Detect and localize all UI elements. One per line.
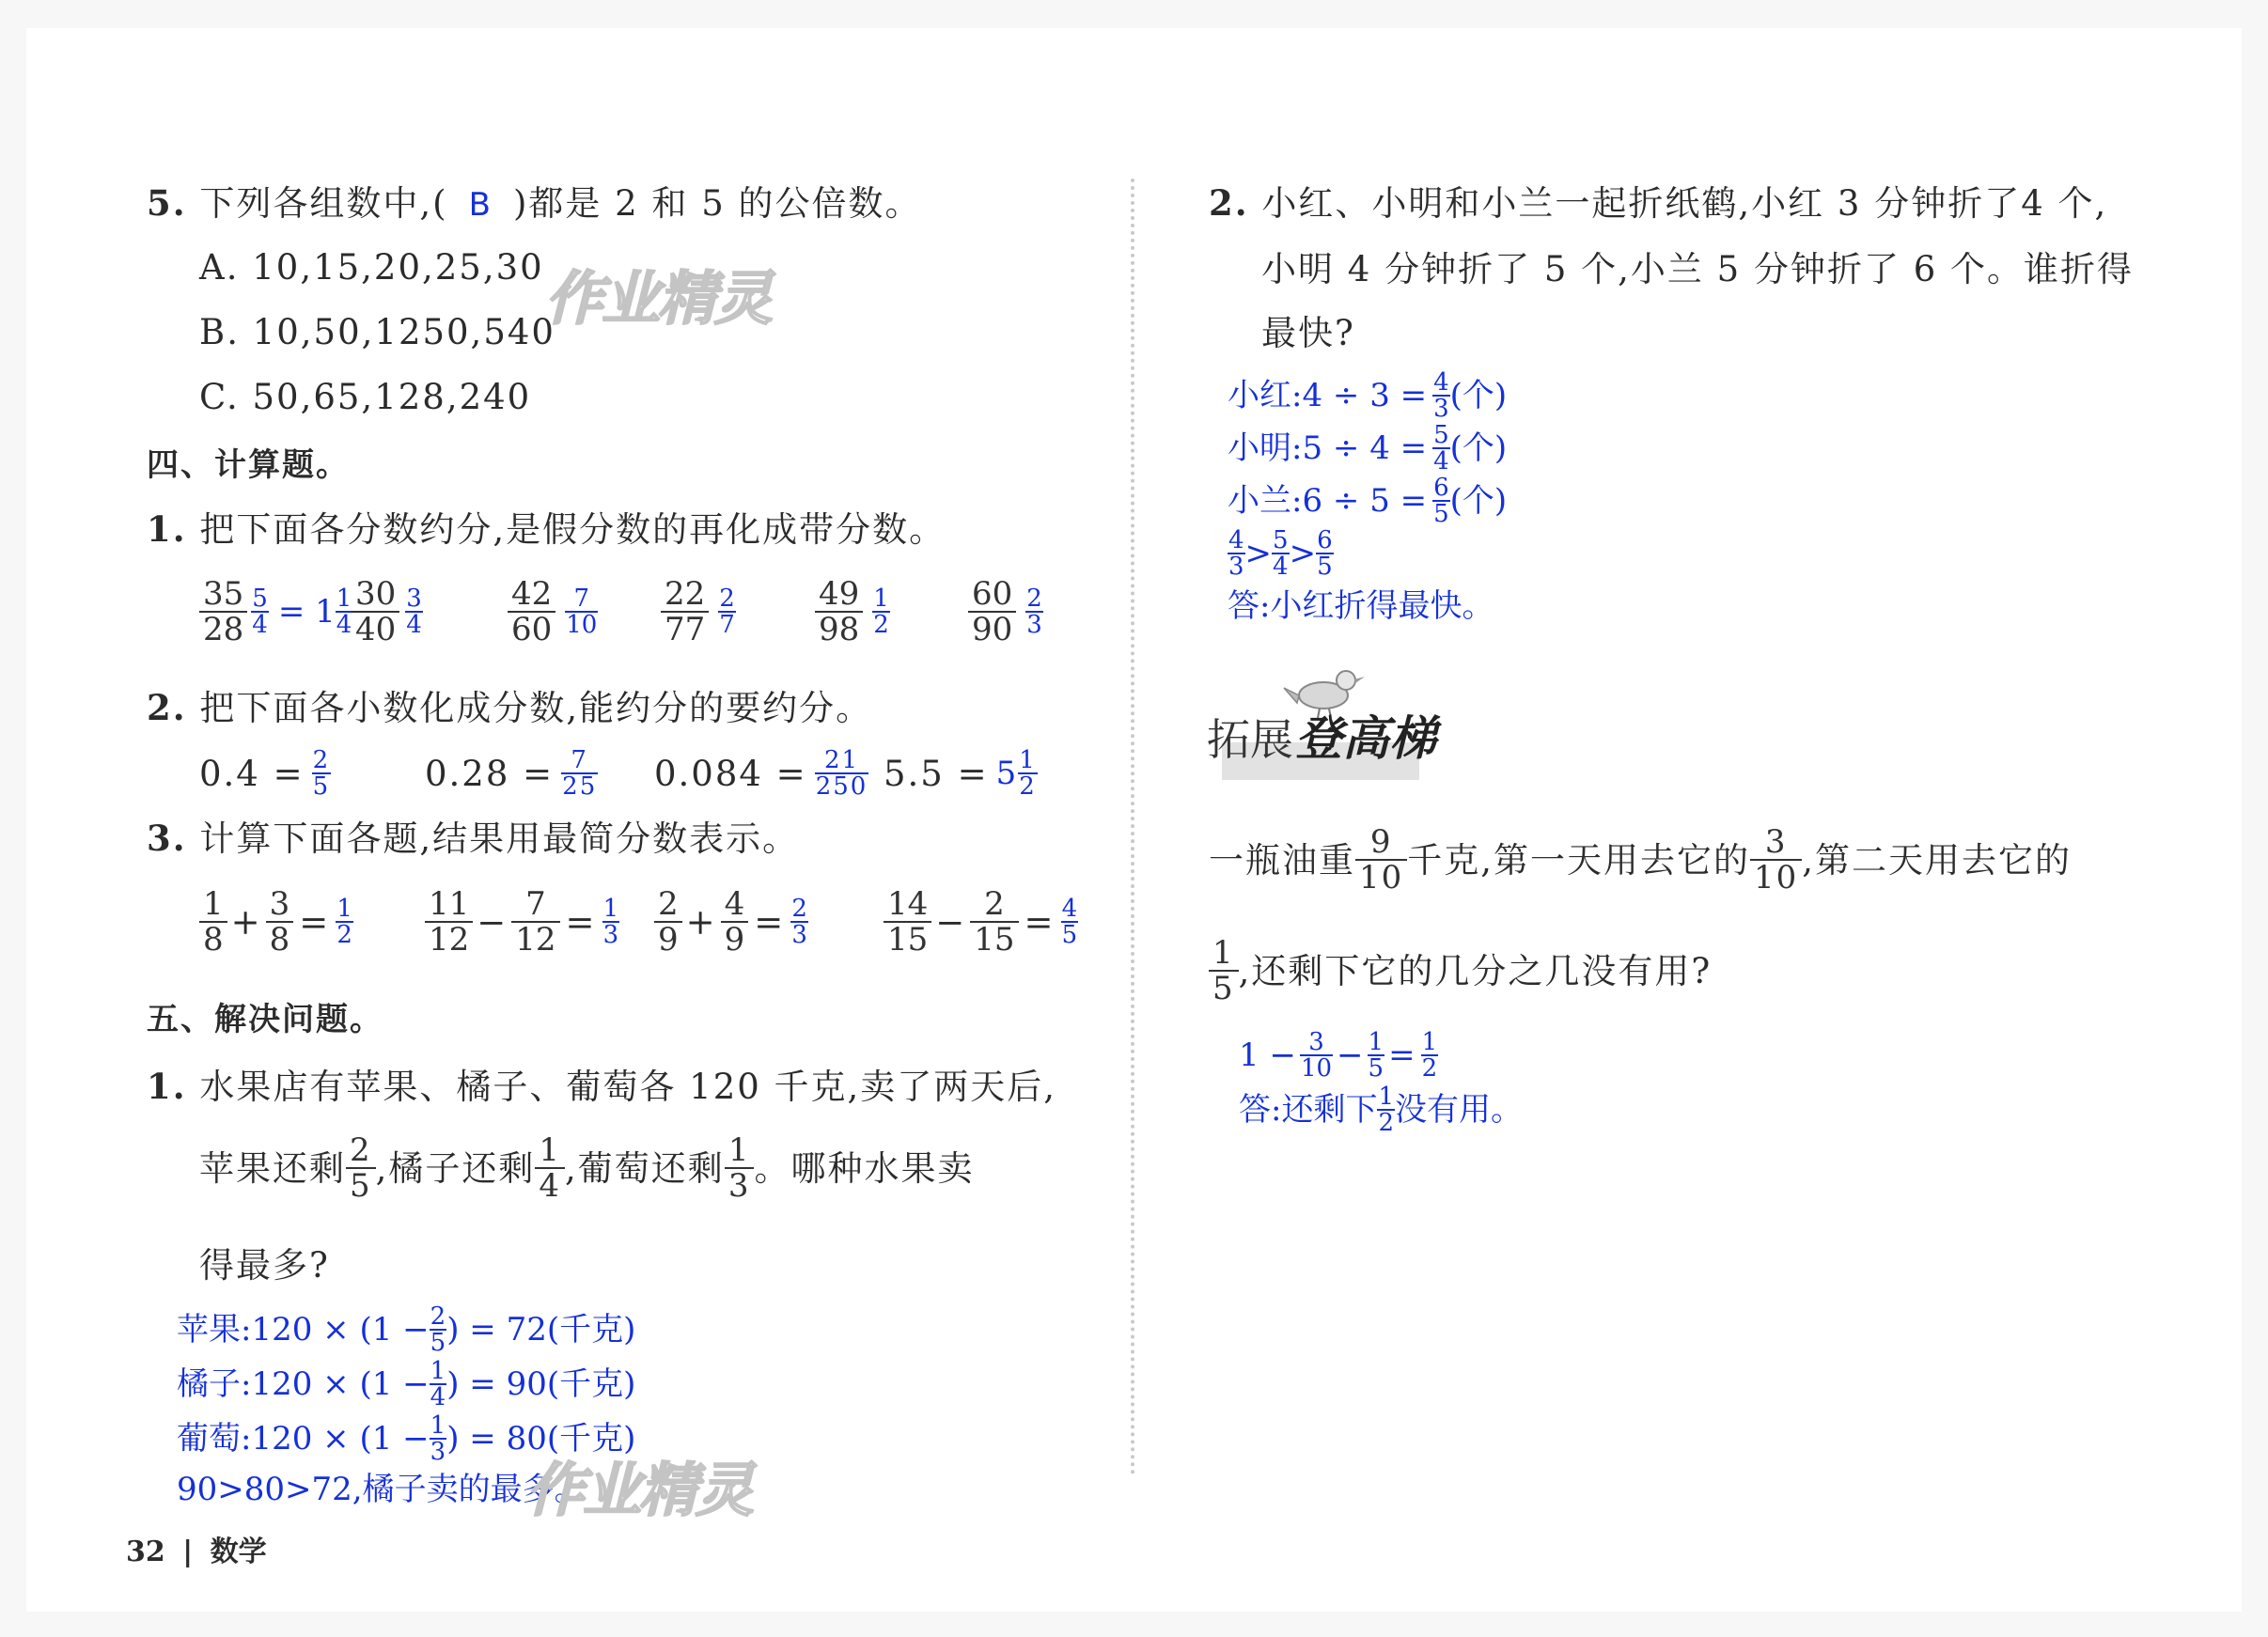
numerator: 3	[1764, 823, 1788, 861]
numerator: 49	[819, 575, 860, 613]
answer-line	[177, 1304, 635, 1355]
answer-text: 小明:5 ÷ 4 =	[1228, 429, 1428, 467]
answer-line	[1228, 476, 1507, 526]
numerator: 1	[727, 1131, 751, 1169]
answer-numerator: 1	[873, 585, 889, 613]
answer-denominator: 10	[1300, 1054, 1333, 1083]
equals-sign: =	[1388, 1037, 1416, 1074]
answer-comparison	[1228, 528, 1334, 579]
answer-text: 苹果:120 × (1 −	[177, 1311, 430, 1349]
answer-numerator: 5	[252, 585, 268, 613]
answer-numerator: 1	[1421, 1028, 1438, 1056]
answer-denominator: 2	[1019, 772, 1037, 801]
question-text: 千克,第一天用去它的	[1407, 839, 1751, 881]
answer-text: 小兰:6 ÷ 5 =	[1228, 482, 1428, 520]
question-text: 水果店有苹果、橘子、葡萄各 120 千克,卖了两天后,	[199, 1067, 1057, 1107]
answer-denominator: 3	[1228, 553, 1244, 581]
answer-denominator: 25	[562, 772, 598, 801]
footer-separator: |	[182, 1536, 194, 1568]
section-title: 四、计算题。	[147, 446, 350, 484]
numerator: 2	[350, 1131, 372, 1169]
denominator: 5	[1209, 970, 1239, 1006]
question-5	[147, 182, 922, 224]
question-text: )都是 2 和 5 的公倍数。	[512, 183, 922, 224]
numerator: 1	[539, 1131, 562, 1169]
answer-numerator: 3	[1308, 1028, 1324, 1056]
answer-denominator: 3	[602, 921, 619, 949]
answer-denominator: 3	[1433, 395, 1449, 423]
numerator: 1	[1212, 934, 1235, 972]
denominator: 15	[970, 921, 1018, 957]
question-text: 得最多?	[199, 1245, 330, 1286]
answer-conclusion	[1239, 1084, 1523, 1135]
answer-numerator: 4	[1228, 526, 1244, 554]
answer-numerator: 1	[430, 1357, 446, 1385]
extension-question	[1209, 825, 2072, 895]
answer-text: 小红:4 ÷ 3 =	[1228, 377, 1428, 414]
fraction-item	[199, 577, 352, 647]
answer-text: ) = 72(千克)	[446, 1311, 636, 1349]
answer-numerator: 7	[573, 585, 590, 613]
answer-text: 没有用。	[1395, 1091, 1524, 1129]
answer-text: ) = 90(千克)	[446, 1365, 636, 1403]
operator: >	[1244, 535, 1273, 572]
answer-denominator: 5	[312, 772, 331, 801]
numerator: 7	[525, 885, 546, 923]
answer-denominator: 4	[1273, 553, 1289, 581]
equals-sign: =	[1024, 901, 1056, 943]
fraction-item	[815, 577, 890, 647]
answer-denominator: 250	[815, 772, 868, 801]
fraction-item	[352, 577, 423, 647]
answer-numerator: 2	[719, 585, 735, 613]
expression-item	[425, 887, 619, 957]
answer-denominator: 5	[1317, 553, 1333, 581]
numerator: 22	[665, 575, 706, 613]
equals-sign: =	[565, 901, 597, 943]
denominator: 98	[815, 611, 863, 647]
decimal-prompt: 5.5 =	[884, 753, 989, 794]
answer-denominator: 5	[1433, 500, 1449, 528]
question-text: 苹果还剩	[199, 1147, 346, 1189]
question-2	[1209, 182, 2108, 224]
decimal-item	[425, 748, 598, 799]
numerator: 4	[724, 885, 745, 923]
numerator: 2	[658, 885, 679, 923]
answer-numerator: 5	[1273, 526, 1289, 554]
answer-text: (个)	[1449, 429, 1508, 467]
denominator: 28	[199, 611, 247, 647]
handwritten-answer: B	[468, 186, 493, 224]
denominator: 4	[535, 1167, 565, 1203]
banner-label-emphasis: 登高梯	[1295, 711, 1436, 766]
denominator: 9	[654, 921, 682, 957]
question-text: 小红、小明和小兰一起折纸鹤,小红 3 分钟折了4 个,	[1261, 183, 2108, 224]
question-number: 3.	[147, 818, 187, 859]
answer-denominator: 3	[791, 921, 807, 949]
answer-text: 1 −	[1239, 1037, 1296, 1074]
question-number: 2.	[147, 687, 187, 728]
answer-numerator: 4	[1433, 368, 1449, 397]
question-text: 下列各组数中,(	[199, 183, 448, 224]
section-banner	[1207, 701, 1436, 769]
answer-denominator: 7	[719, 611, 735, 639]
question-4-1	[147, 508, 946, 550]
answer-denominator: 3	[1026, 611, 1042, 639]
option-b: B. 10,50,1250,540	[199, 312, 555, 352]
denominator: 12	[511, 921, 559, 957]
extension-question	[1209, 936, 1712, 1006]
answer-text: ) = 80(千克)	[446, 1420, 636, 1458]
fraction-item	[968, 577, 1043, 647]
question-text: 一瓶油重	[1209, 839, 1355, 881]
answer-line	[177, 1359, 635, 1410]
section-title: 五、解决问题。	[147, 1001, 383, 1038]
numerator: 35	[203, 575, 244, 613]
denominator: 60	[508, 611, 555, 647]
answer-calculation	[1239, 1030, 1438, 1081]
answer-denominator: 4	[1433, 447, 1449, 476]
answer-denominator: 2	[1378, 1109, 1395, 1137]
operator: +	[230, 901, 262, 943]
numerator: 11	[429, 885, 470, 923]
numerator: 42	[511, 575, 553, 613]
answer-line	[1228, 370, 1507, 421]
numerator: 3	[269, 885, 290, 923]
denominator: 40	[352, 611, 399, 647]
answer-numerator: 1	[602, 895, 619, 923]
numerator: 60	[972, 575, 1013, 613]
answer-denominator: 4	[430, 1383, 446, 1411]
answer-conclusion: 90>80>72,橘子卖的最多。	[177, 1471, 587, 1508]
answer-numerator: 7	[571, 746, 588, 774]
answer-denominator: 4	[252, 611, 268, 639]
answer-numerator: 1	[430, 1411, 446, 1440]
answer-text: 葡萄:120 × (1 −	[177, 1420, 430, 1458]
denominator: 77	[661, 611, 709, 647]
denominator: 10	[1750, 859, 1802, 895]
denominator: 12	[425, 921, 473, 957]
denominator: 9	[721, 921, 749, 957]
question-4-3	[147, 818, 800, 859]
answer-numerator: 3	[406, 585, 422, 613]
answer-denominator: 2	[1421, 1054, 1438, 1083]
numerator: 2	[984, 885, 1005, 923]
decimal-item	[199, 748, 331, 799]
banner-label: 拓展	[1207, 714, 1293, 765]
question-text: 。哪种水果卖	[754, 1147, 975, 1189]
answer-denominator: 2	[336, 921, 352, 949]
answer-numerator: 2	[791, 895, 807, 923]
page-footer	[126, 1528, 267, 1569]
expression-item	[654, 887, 808, 957]
operator: −	[1337, 1037, 1364, 1074]
answer-numerator: 2	[1026, 585, 1042, 613]
question-number: 1.	[147, 1066, 187, 1107]
question-number: 2.	[1209, 182, 1249, 224]
answer-text: 橘子:120 × (1 −	[177, 1365, 430, 1403]
question-number: 5.	[147, 182, 187, 224]
denominator: 8	[266, 921, 294, 957]
answer-numerator: 5	[1433, 421, 1449, 449]
question-4-2	[147, 687, 873, 728]
answer-numerator: 6	[1433, 474, 1449, 502]
page-number: 32	[126, 1536, 165, 1568]
handwritten-answer: = 1	[277, 593, 336, 631]
answer-denominator: 2	[873, 611, 889, 639]
denominator: 90	[968, 611, 1016, 647]
answer-numerator: 2	[312, 746, 331, 774]
expression-item	[199, 887, 353, 957]
denominator: 10	[1355, 859, 1407, 895]
numerator: 30	[355, 575, 397, 613]
question-text: 最快?	[1261, 313, 1355, 353]
operator: −	[477, 901, 508, 943]
decimal-item	[884, 748, 1038, 799]
denominator: 3	[725, 1167, 755, 1203]
question-text: 把下面各小数化成分数,能约分的要约分。	[199, 688, 873, 728]
answer-numerator: 1	[1368, 1028, 1384, 1056]
decimal-prompt: 0.28 =	[425, 753, 555, 794]
answer-numerator: 21	[823, 746, 860, 774]
denominator: 15	[884, 921, 931, 957]
subject-label: 数学	[210, 1536, 267, 1568]
operator: +	[685, 901, 717, 943]
answer-text: 答:还剩下	[1239, 1091, 1378, 1129]
answer-denominator: 4	[336, 611, 352, 639]
watermark: 作业精灵	[545, 264, 772, 333]
numerator: 9	[1369, 823, 1393, 861]
operator: −	[935, 901, 967, 943]
answer-numerator: 1	[336, 895, 352, 923]
answer-denominator: 3	[430, 1438, 446, 1466]
question-line	[199, 1133, 974, 1203]
answer-text: (个)	[1449, 482, 1508, 520]
handwritten-whole: 5	[995, 755, 1019, 792]
decimal-prompt: 0.4 =	[199, 753, 305, 794]
question-text: ,葡萄还剩	[565, 1147, 725, 1189]
answer-conclusion: 答:小红折得最快。	[1228, 587, 1494, 625]
answer-numerator: 2	[430, 1302, 446, 1331]
denominator: 5	[346, 1167, 376, 1203]
question-text: 计算下面各题,结果用最简分数表示。	[199, 818, 800, 859]
answer-denominator: 5	[1061, 921, 1078, 949]
question-text: ,橘子还剩	[375, 1147, 536, 1189]
option-a: A. 10,15,20,25,30	[199, 247, 544, 288]
expression-item	[884, 887, 1078, 957]
fraction-item	[661, 577, 736, 647]
question-5-1	[147, 1066, 1057, 1107]
equals-sign: =	[754, 901, 786, 943]
option-c: C. 50,65,128,240	[199, 377, 532, 417]
answer-denominator: 5	[430, 1329, 446, 1357]
numerator: 14	[887, 885, 929, 923]
answer-numerator: 6	[1317, 526, 1333, 554]
question-number: 1.	[147, 508, 187, 550]
decimal-prompt: 0.084 =	[654, 753, 807, 794]
operator: >	[1289, 535, 1317, 572]
fraction-item	[508, 577, 598, 647]
denominator: 8	[199, 921, 227, 957]
question-text: 把下面各分数约分,是假分数的再化成带分数。	[199, 509, 946, 550]
question-text: ,第二天用去它的	[1802, 839, 2072, 881]
answer-denominator: 10	[566, 611, 598, 639]
question-text: 小明 4 分钟折了 5 个,小兰 5 分钟折了 6 个。谁折得	[1261, 249, 2135, 289]
column-divider	[1131, 179, 1134, 1475]
answer-numerator: 1	[336, 585, 352, 613]
numerator: 1	[203, 885, 224, 923]
answer-denominator: 4	[406, 611, 422, 639]
answer-text: (个)	[1449, 377, 1508, 414]
answer-denominator: 5	[1368, 1054, 1384, 1083]
watermark: 作业精灵	[526, 1456, 753, 1524]
answer-numerator: 4	[1061, 895, 1078, 923]
answer-line	[1228, 423, 1507, 474]
question-text: ,还剩下它的几分之几没有用?	[1238, 950, 1713, 991]
decimal-item	[654, 748, 868, 799]
answer-numerator: 1	[1019, 746, 1037, 774]
answer-numerator: 1	[1378, 1083, 1395, 1111]
equals-sign: =	[299, 901, 331, 943]
